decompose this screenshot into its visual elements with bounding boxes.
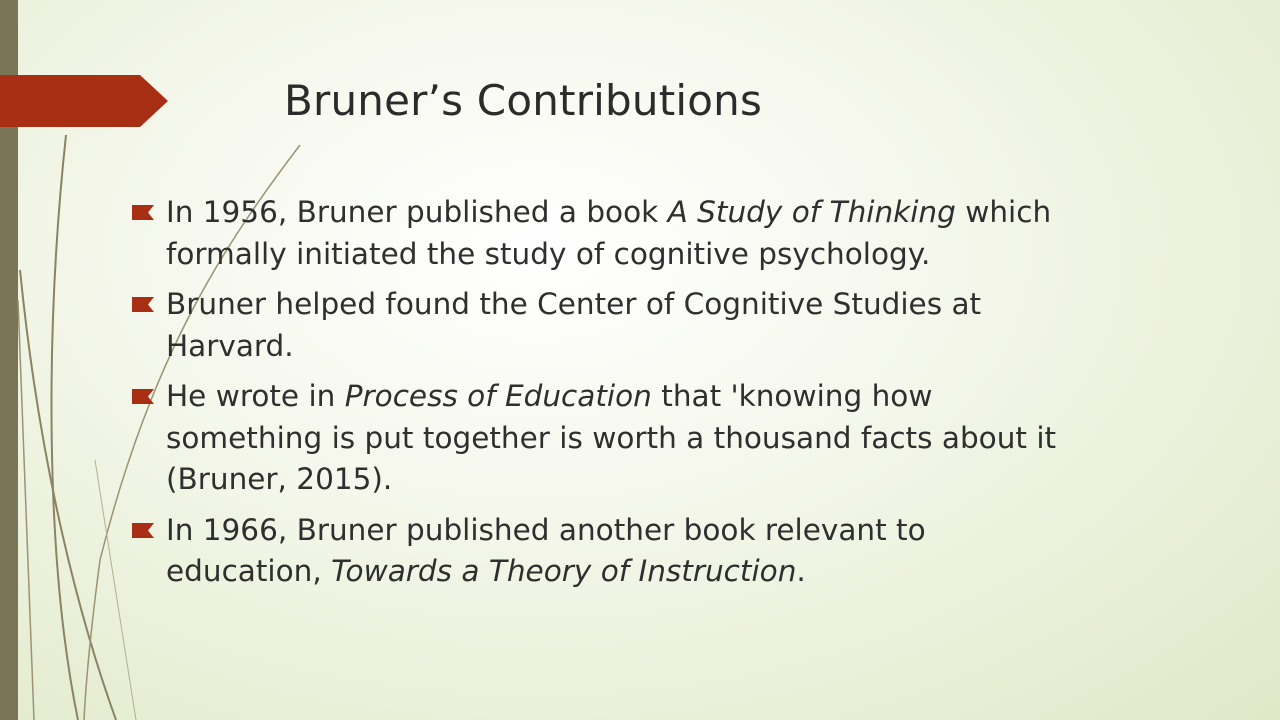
slide-title: Bruner’s Contributions (284, 76, 763, 125)
bookmark-arrow-icon (132, 297, 154, 312)
item-text: that 'knowing how something is put together is worth a thousand facts about it (Bruner, 2015). (166, 379, 1057, 496)
book-title: Process of Education (344, 379, 652, 413)
item-text: Bruner helped found the Center of Cognitive Studies at Harvard. (166, 287, 982, 363)
list-item (132, 284, 1082, 367)
item-text: In 1956, Bruner published a book (166, 195, 668, 229)
bookmark-arrow-icon (132, 205, 154, 220)
book-title: A Study of Thinking (667, 195, 956, 229)
bookmark-arrow-icon (132, 389, 154, 404)
item-text: He wrote in (166, 379, 345, 413)
book-title: Towards a Theory of Instruction (331, 554, 797, 588)
bookmark-arrow-icon (132, 523, 154, 538)
list-item (132, 192, 1082, 275)
list-item (132, 510, 1082, 593)
item-text: . (796, 554, 806, 588)
item-text: In 1966, Bruner published another book relevant to education, (166, 512, 926, 588)
list-item (132, 376, 1082, 501)
bullet-list (132, 192, 1082, 602)
title-accent-tab (0, 75, 168, 127)
item-text: which formally initiated the study of cognitive psychology. (166, 195, 1052, 271)
